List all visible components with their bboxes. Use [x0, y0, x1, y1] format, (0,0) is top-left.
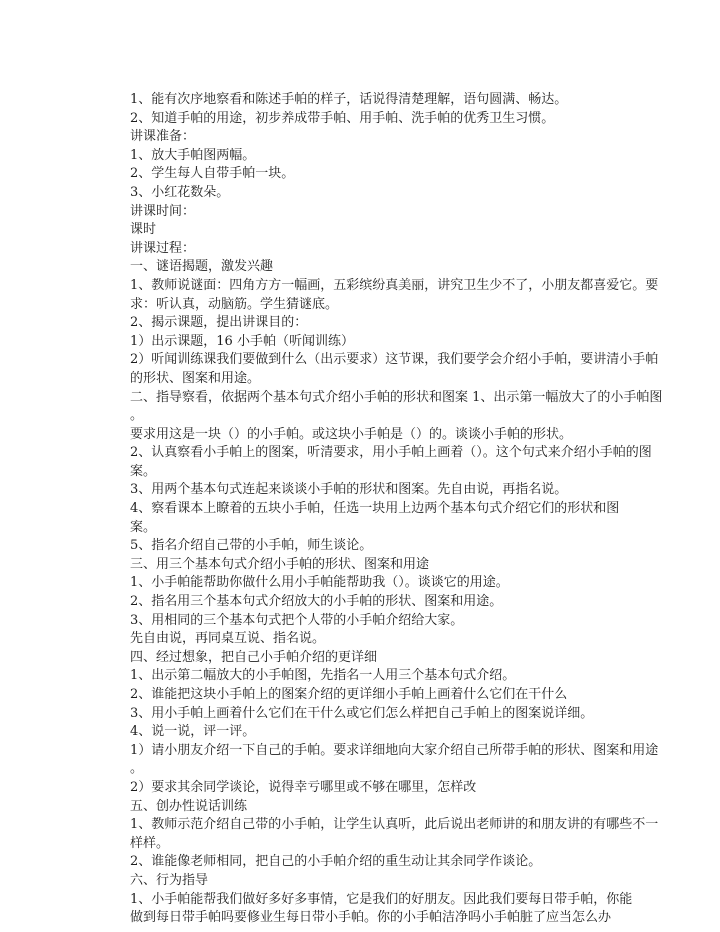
- text-line: 2）听闻训练课我们要做到什么（出示要求）这节课，我们要学会介绍小手帕，要讲清小手帕: [130, 352, 659, 368]
- text-line: 求：听认真，动脑筋。学生猜谜底。: [130, 296, 339, 312]
- text-line: 1、出示第二幅放大的小手帕图，先指名一人用三个基本句式介绍。: [130, 668, 516, 684]
- text-line: 四、经过想象，把自己小手帕介绍的更详细: [130, 649, 378, 665]
- text-line: 5、指名介绍自己带的小手帕，师生谈论。: [130, 538, 373, 554]
- text-line: 1、能有次序地察看和陈述手帕的样子，话说得清楚理解，语句圆满、畅达。: [130, 92, 568, 107]
- text-line: 三、用三个基本句式介绍小手帕的形状、图案和用途: [130, 556, 430, 572]
- text-line: 1、教师说谜面：四角方方一幅画，五彩缤纷真美丽，讲究卫生少不了，小朋友都喜爱它。要: [130, 277, 659, 293]
- text-line: 2、学生每人自带手帕一块。: [130, 166, 295, 182]
- text-line: 3、用相同的三个基本句式把个人带的小手帕介绍给大家。: [130, 612, 464, 628]
- text-line: 五、创办性说话训练: [130, 798, 248, 814]
- text-line: 4、说一说，评一评。: [130, 724, 256, 740]
- text-line: 3、用小手帕上画着什么它们在干什么或它们怎么样把自己手帕上的图案说详细。: [130, 705, 594, 721]
- text-line: 讲课过程：: [130, 240, 196, 256]
- text-line: 要求用这是一块（）的小手帕。或这块小手帕是（）的。谈谈小手帕的形状。: [130, 426, 573, 442]
- text-line: 案。: [130, 519, 157, 535]
- text-line: 2、知道手帕的用途，初步养成带手帕、用手帕、洗手帕的优秀卫生习惯。: [130, 110, 555, 126]
- text-line: 的形状、图案和用途。: [130, 370, 261, 386]
- text-line: 1、小手帕能帮助你做什么用小手帕能帮助我（）。谈谈它的用途。: [130, 575, 509, 591]
- text-line: 3、用两个基本句式连起来谈谈小手帕的形状和图案。先自由说，再指名说。: [130, 482, 568, 498]
- text-line: 2）要求其余同学谈论，说得幸亏哪里或不够在哪里，怎样改: [130, 779, 477, 795]
- text-line: 。: [130, 761, 144, 777]
- text-line: 二、指导察看，依据两个基本句式介绍小手帕的形状和图案 1、出示第一幅放大了的小手帕图: [130, 389, 663, 405]
- text-line: 2、认真察看小手帕上的图案，听清要求，用小手帕上画着（）。这个句式来介绍小手帕的图: [130, 445, 652, 461]
- text-line: 1）出示课题，16 小手帕（听闻训练）: [130, 333, 354, 349]
- text-line: 。: [130, 408, 144, 424]
- text-line: 1、小手帕能帮我们做好多好多事情，它是我们的好朋友。因此我们要每日带手帕，你能: [130, 891, 633, 907]
- text-line: 案。: [130, 463, 157, 479]
- text-line: 课时: [130, 222, 157, 238]
- text-line: 2、谁能把这块小手帕上的图案介绍的更详细小手帕上画着什么它们在干什么: [130, 687, 568, 702]
- text-line: 2、揭示课题，提出讲课目的：: [130, 315, 308, 331]
- text-line: 2、谁能像老师相同，把自己的小手帕介绍的重生动让其余同学作谈论。: [130, 854, 542, 870]
- text-line: 一、谜语揭题，激发兴趣: [130, 259, 274, 275]
- document-body: [130, 91, 698, 928]
- text-line: 1、放大手帕图两幅。: [130, 147, 256, 163]
- text-line: 做到每日带手帕吗要修业生每日带小手帕。你的小手帕洁净吗小手帕脏了应当怎么办: [130, 910, 612, 926]
- text-line: 1）请小朋友介绍一下自己的手帕。要求详细地向大家介绍自己所带手帕的形状、图案和用途: [130, 742, 659, 758]
- text-line: 六、行为指导: [130, 872, 209, 888]
- text-line: 2、指名用三个基本句式介绍放大的小手帕的形状、图案和用途。: [130, 594, 503, 610]
- text-line: 4、察看课本上瞭着的五块小手帕，任选一块用上边两个基本句式介绍它们的形状和图: [130, 501, 620, 517]
- text-line: 先自由说，再同桌互说、指名说。: [130, 631, 326, 647]
- text-line: 1、教师示范介绍自己带的小手帕，让学生认真听，此后说出老师讲的和朋友讲的有哪些不一: [130, 817, 659, 833]
- text-line: 讲课准备：: [130, 129, 196, 145]
- text-line: 讲课时间：: [130, 203, 196, 219]
- text-line: 3、小红花数朵。: [130, 184, 230, 200]
- text-line: 样样。: [130, 835, 170, 851]
